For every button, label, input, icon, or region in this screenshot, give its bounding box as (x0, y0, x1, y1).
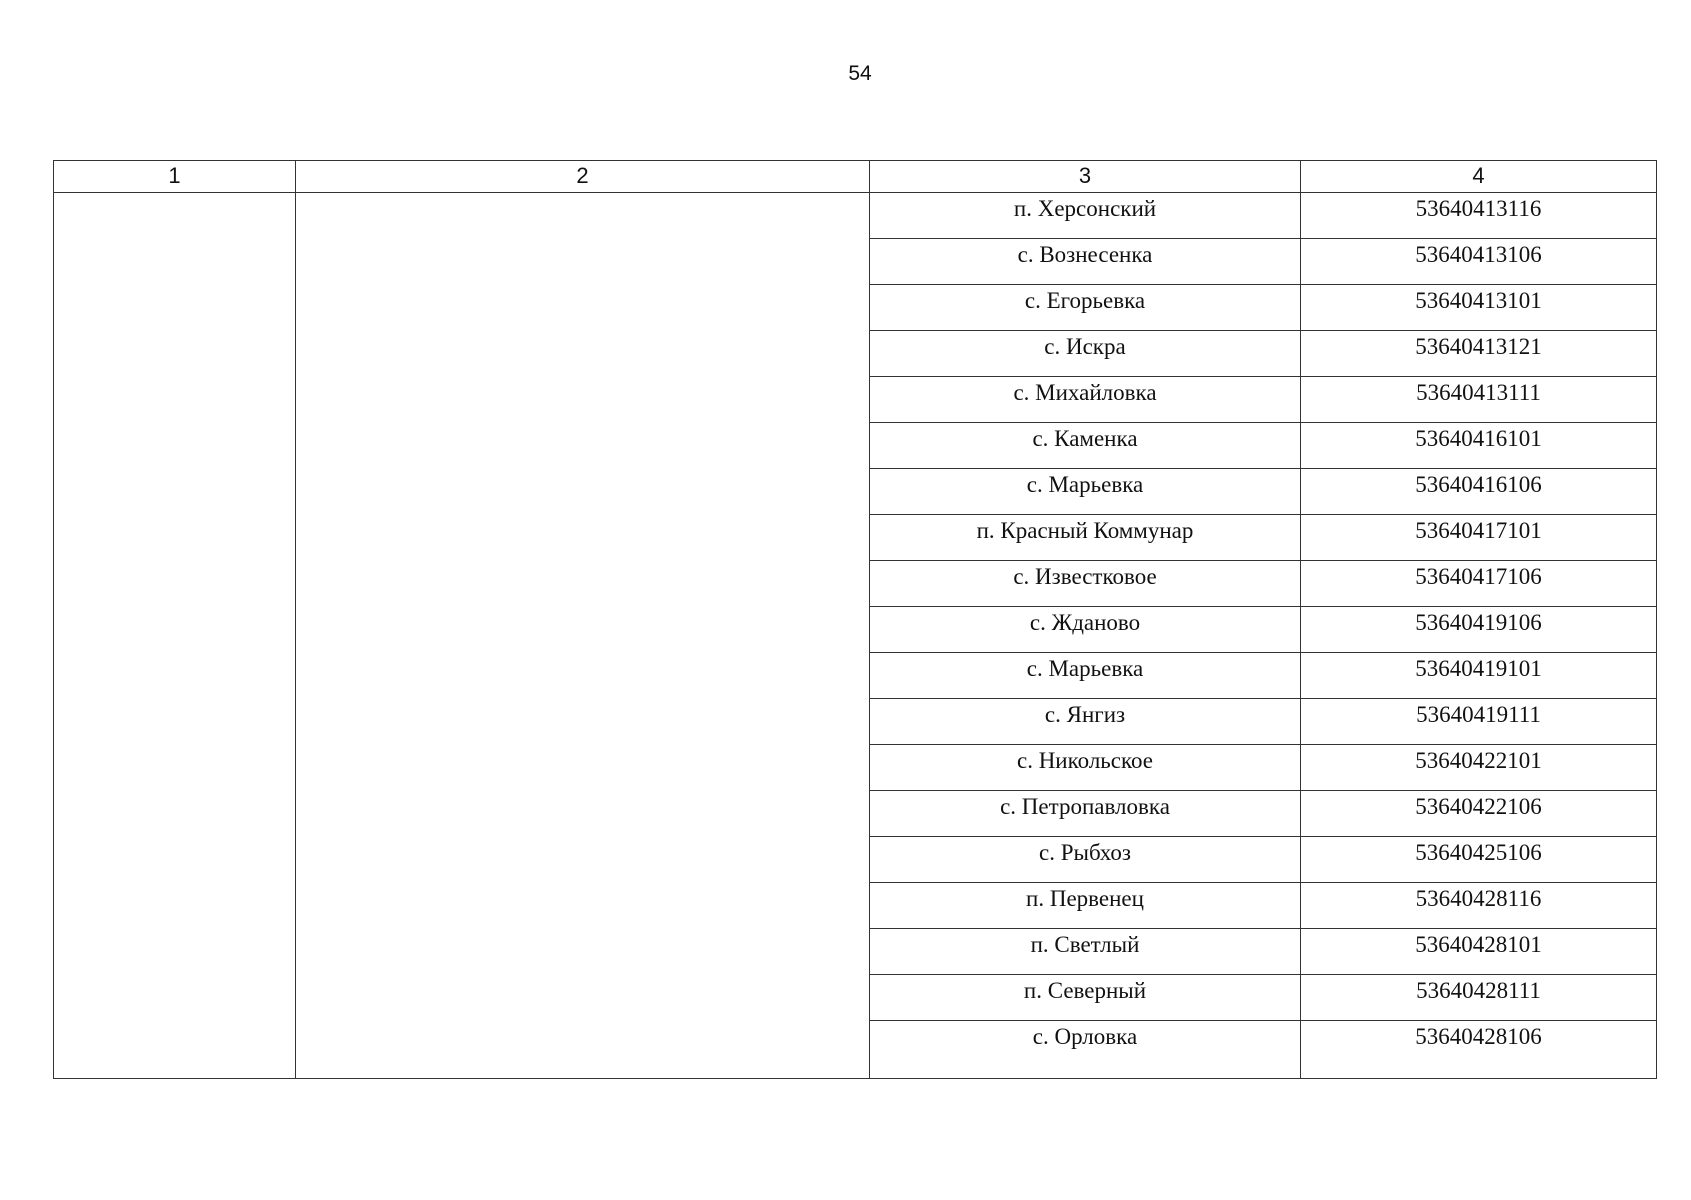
merged-cell-column-2 (296, 193, 870, 1079)
settlement-name-cell: с. Марьевка (870, 469, 1301, 515)
settlement-code-cell: 53640428106 (1301, 1021, 1657, 1079)
settlement-name-cell: п. Северный (870, 975, 1301, 1021)
settlement-name-cell: п. Светлый (870, 929, 1301, 975)
settlement-code-cell: 53640413106 (1301, 239, 1657, 285)
settlement-name-cell: с. Егорьевка (870, 285, 1301, 331)
settlement-code-cell: 53640425106 (1301, 837, 1657, 883)
settlement-name-cell: с. Искра (870, 331, 1301, 377)
merged-cell-column-1 (54, 193, 296, 1079)
settlement-name-cell: с. Каменка (870, 423, 1301, 469)
settlement-code-cell: 53640419101 (1301, 653, 1657, 699)
settlement-name-cell: п. Первенец (870, 883, 1301, 929)
settlement-code-cell: 53640413121 (1301, 331, 1657, 377)
settlement-code-cell: 53640413111 (1301, 377, 1657, 423)
settlement-code-cell: 53640419111 (1301, 699, 1657, 745)
settlement-code-cell: 53640417101 (1301, 515, 1657, 561)
column-header-1: 1 (54, 161, 296, 193)
settlement-name-cell: п. Херсонский (870, 193, 1301, 239)
settlement-code-cell: 53640413116 (1301, 193, 1657, 239)
page-number: 54 (848, 62, 872, 85)
settlement-code-cell: 53640416106 (1301, 469, 1657, 515)
settlement-name-cell: с. Вознесенка (870, 239, 1301, 285)
settlement-name-cell: п. Красный Коммунар (870, 515, 1301, 561)
settlement-code-cell: 53640422106 (1301, 791, 1657, 837)
settlement-code-cell: 53640417106 (1301, 561, 1657, 607)
settlement-code-cell: 53640416101 (1301, 423, 1657, 469)
settlements-table (53, 160, 1657, 1079)
settlement-code-cell: 53640428116 (1301, 883, 1657, 929)
settlement-name-cell: с. Орловка (870, 1021, 1301, 1079)
column-header-2: 2 (296, 161, 870, 193)
settlement-name-cell: с. Жданово (870, 607, 1301, 653)
settlement-name-cell: с. Марьевка (870, 653, 1301, 699)
settlement-code-cell: 53640428101 (1301, 929, 1657, 975)
settlement-name-cell: с. Михайловка (870, 377, 1301, 423)
column-header-3: 3 (870, 161, 1301, 193)
settlement-code-cell: 53640422101 (1301, 745, 1657, 791)
table-body (54, 193, 1657, 1079)
settlement-name-cell: с. Рыбхоз (870, 837, 1301, 883)
settlement-name-cell: с. Никольское (870, 745, 1301, 791)
column-header-4: 4 (1301, 161, 1657, 193)
settlement-code-cell: 53640428111 (1301, 975, 1657, 1021)
settlement-name-cell: с. Известковое (870, 561, 1301, 607)
table-row (54, 193, 1657, 239)
header-row (54, 161, 1657, 193)
settlement-code-cell: 53640419106 (1301, 607, 1657, 653)
settlement-name-cell: с. Янгиз (870, 699, 1301, 745)
settlement-code-cell: 53640413101 (1301, 285, 1657, 331)
settlement-name-cell: с. Петропавловка (870, 791, 1301, 837)
